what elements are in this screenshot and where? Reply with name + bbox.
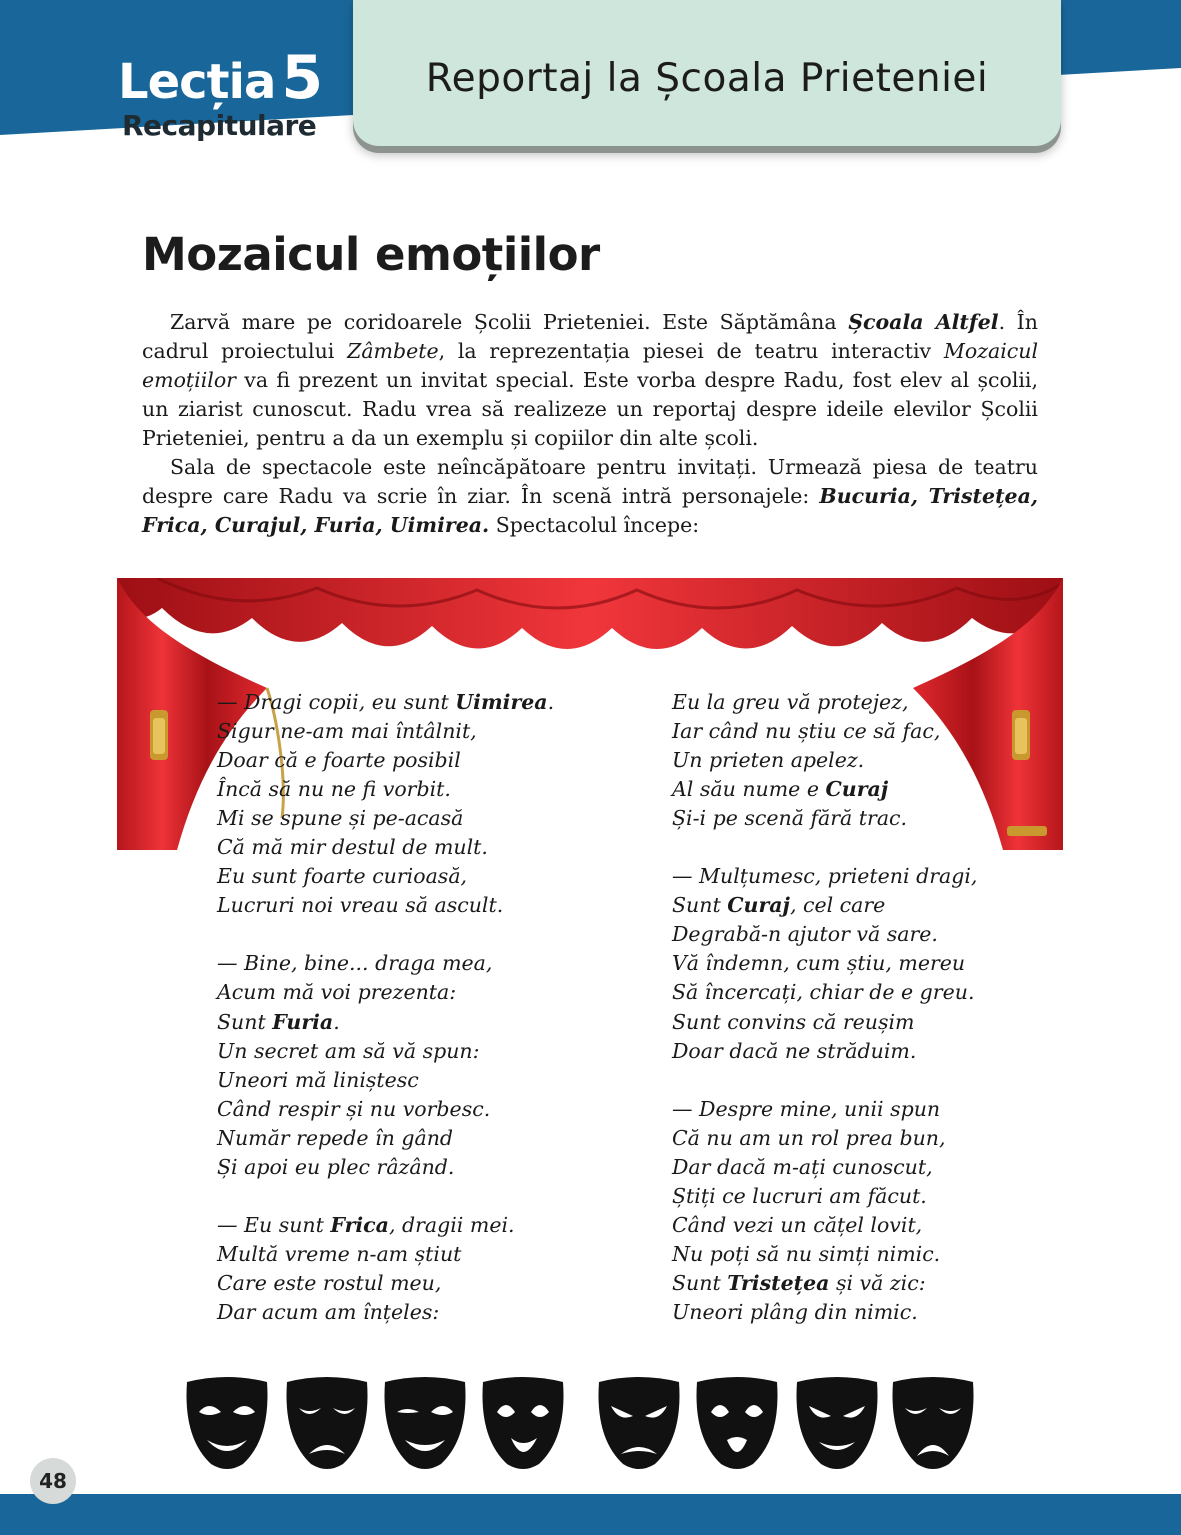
character-name: Frica [330, 1212, 389, 1237]
line-text: — Eu sunt [217, 1212, 331, 1237]
poem-line [672, 1008, 1062, 1037]
poem-line [217, 1095, 637, 1124]
line-text: Sigur ne-am mai întâlnit, [217, 719, 477, 744]
mask-shocked-icon [697, 1377, 778, 1469]
poem-line [672, 1298, 1062, 1327]
line-text: , cel care [789, 893, 886, 918]
line-text: Că mă mir destul de mult. [217, 835, 488, 860]
line-text: — Mulțumesc, prieteni dragi, [672, 864, 978, 889]
text-run: va fi prezent un invitat special. Este vorba despre Radu, fost elev al școlii, un ziarist cunoscut. Radu vrea să realizeze un reportaj despre ideile elevilor Școlii Prieteniei, pentru a da un exemplu și copiilor din alte școli. [142, 368, 1038, 450]
emphasis-text: Școala Altfel [848, 310, 999, 334]
line-text: Un prieten apelez. [672, 748, 865, 773]
poem-line [217, 688, 637, 717]
line-text: — Dragi copii, eu sunt [217, 690, 456, 714]
poem-line [217, 1240, 637, 1269]
poem-line [672, 804, 1062, 833]
poem-line [672, 1182, 1062, 1211]
poem-line [672, 1037, 1062, 1066]
line-text: Lucruri noi vreau să ascult. [217, 893, 504, 918]
poem-line [217, 1124, 637, 1153]
lesson-word: Lecția [118, 54, 276, 110]
line-text: Al său nume e [672, 777, 826, 802]
poem-line [217, 746, 637, 775]
poem-line [217, 1037, 637, 1066]
line-text: — Despre mine, unii spun [672, 1096, 941, 1121]
mask-surprised-icon [483, 1377, 564, 1469]
emphasis-text: Zâmbete [347, 339, 439, 363]
line-text: Uneori mă liniștesc [217, 1067, 419, 1092]
line-text: Sunt [672, 893, 728, 918]
line-text: . [333, 1009, 340, 1034]
poem-line [672, 688, 1062, 717]
poem-line [672, 746, 1062, 775]
poem-line [672, 775, 1062, 804]
poem-line [672, 1269, 1062, 1298]
line-text: Nu poți să nu simți nimic. [672, 1241, 941, 1266]
poem-line [217, 717, 637, 746]
mask-sad-icon [287, 1377, 368, 1469]
line-text: Și apoi eu plec râzând. [217, 1154, 455, 1179]
line-text: Și-i pe scenă fără trac. [672, 806, 908, 831]
unit-title: Reportaj la Școala Prieteniei [425, 56, 989, 101]
line-text: Încă să nu ne fi vorbit. [217, 777, 451, 802]
poem-line [672, 1124, 1062, 1153]
footer-band [0, 1494, 1181, 1535]
mask-crying-icon [893, 1377, 974, 1469]
poem-column-left [217, 688, 637, 1356]
unit-title-card [353, 0, 1061, 146]
poem-line [217, 1269, 637, 1298]
intro-text [142, 308, 1038, 540]
text-run: Sala de spectacole este neîncăpătoare pentru invitați. Urmează piesa de teatru despre care Radu va scrie în ziar. În scenă intră personajele: [142, 455, 1038, 508]
line-text: Iar când nu știu ce să fac, [672, 719, 941, 744]
page-title: Mozaicul emoțiilor [142, 228, 600, 281]
text-run: Spectacolul începe: [489, 513, 700, 537]
line-text: Eu la greu vă protejez, [672, 690, 909, 714]
line-text: Acum mă voi prezenta: [217, 980, 457, 1005]
line-text: — Bine, bine... draga mea, [217, 951, 493, 976]
text-run: , la reprezentația piesei de teatru interactiv [438, 339, 944, 363]
poem-stanza [672, 1095, 1062, 1327]
poem-line [217, 804, 637, 833]
poem-line [217, 1008, 637, 1037]
poem-line [672, 1153, 1062, 1182]
mask-angry-icon [599, 1377, 680, 1469]
line-text: Uneori plâng din nimic. [672, 1299, 918, 1324]
character-name: Curaj [825, 777, 889, 802]
line-text: Știți ce lucruri am făcut. [672, 1183, 927, 1208]
line-text: Un secret am să vă spun: [217, 1038, 480, 1063]
lesson-number: 5 [281, 43, 323, 113]
line-text: Când respir și nu vorbesc. [217, 1096, 491, 1121]
page-number: 48 [39, 1469, 67, 1493]
line-text: Doar că e foarte posibil [217, 748, 461, 773]
line-text: Să încercați, chiar de e greu. [672, 980, 975, 1005]
poem-line [672, 920, 1062, 949]
poem-stanza [217, 688, 637, 920]
poem-line [217, 775, 637, 804]
poem-line [217, 978, 637, 1007]
poem-line [672, 1211, 1062, 1240]
line-text: Care este rostul meu, [217, 1270, 442, 1295]
line-text: Dar dacă m-ați cunoscut, [672, 1154, 933, 1179]
emphasis-text: Bucuria, Tristețea, Frica, Curajul, Furia, Uimirea. [142, 484, 1038, 537]
poem-stanza [672, 688, 1062, 833]
line-text: Doar dacă ne străduim. [672, 1038, 917, 1063]
character-name: Uimirea [455, 690, 548, 714]
poem-line [217, 891, 637, 920]
poem-column-right [672, 688, 1062, 1356]
mask-happy-icon [187, 1377, 268, 1469]
line-text: Că nu am un rol prea bun, [672, 1125, 946, 1150]
emphasis-text: Mozaicul emoțiilor [142, 339, 1039, 392]
intro-paragraph-1 [142, 308, 1038, 453]
line-text: Sunt [217, 1009, 273, 1034]
poem-line [217, 1298, 637, 1327]
poem-line [672, 949, 1062, 978]
poem-line [672, 1240, 1062, 1269]
lesson-label [118, 43, 323, 113]
character-name: Curaj [727, 893, 790, 918]
poem-stanza [217, 949, 637, 1181]
line-text: și vă zic: [829, 1270, 926, 1295]
text-run: Zarvă mare pe coridoarele Școlii Prieteniei. Este Săptămâna [170, 310, 849, 334]
mask-sly-icon [797, 1377, 878, 1469]
line-text: Degrabă-n ajutor vă sare. [672, 922, 938, 947]
poem-stanza [672, 862, 1062, 1065]
line-text: , dragii mei. [388, 1212, 515, 1237]
poem-line [217, 862, 637, 891]
line-text: Număr repede în gând [217, 1125, 454, 1150]
line-text: . [547, 690, 555, 714]
lesson-subtitle: Recapitulare [122, 109, 317, 142]
mask-wink-icon [385, 1377, 466, 1469]
poem-line [672, 1095, 1062, 1124]
poem-line [217, 833, 637, 862]
poem-line [217, 949, 637, 978]
character-name: Furia [272, 1009, 334, 1034]
poem-line [672, 891, 1062, 920]
character-name: Tristețea [727, 1270, 830, 1295]
text-run: . În cadrul proiectului [142, 310, 1038, 363]
line-text: Eu sunt foarte curioasă, [217, 864, 468, 889]
line-text: Vă îndemn, cum știu, mereu [672, 951, 966, 976]
poem-line [672, 862, 1062, 891]
poem-line [217, 1066, 637, 1095]
poem-line [672, 717, 1062, 746]
poem-line [217, 1153, 637, 1182]
intro-paragraph-2 [142, 453, 1038, 540]
line-text: Multă vreme n-am știut [217, 1241, 462, 1266]
line-text: Sunt convins că reușim [672, 1009, 915, 1034]
theatre-masks [185, 1372, 985, 1472]
poem-line [672, 978, 1062, 1007]
line-text: Mi se spune și pe-acasă [217, 806, 464, 831]
poem-line [217, 1211, 637, 1240]
poem-stanza [217, 1211, 637, 1327]
line-text: Sunt [672, 1270, 728, 1295]
line-text: Când vezi un cățel lovit, [672, 1212, 923, 1237]
line-text: Dar acum am înțeles: [217, 1299, 440, 1324]
